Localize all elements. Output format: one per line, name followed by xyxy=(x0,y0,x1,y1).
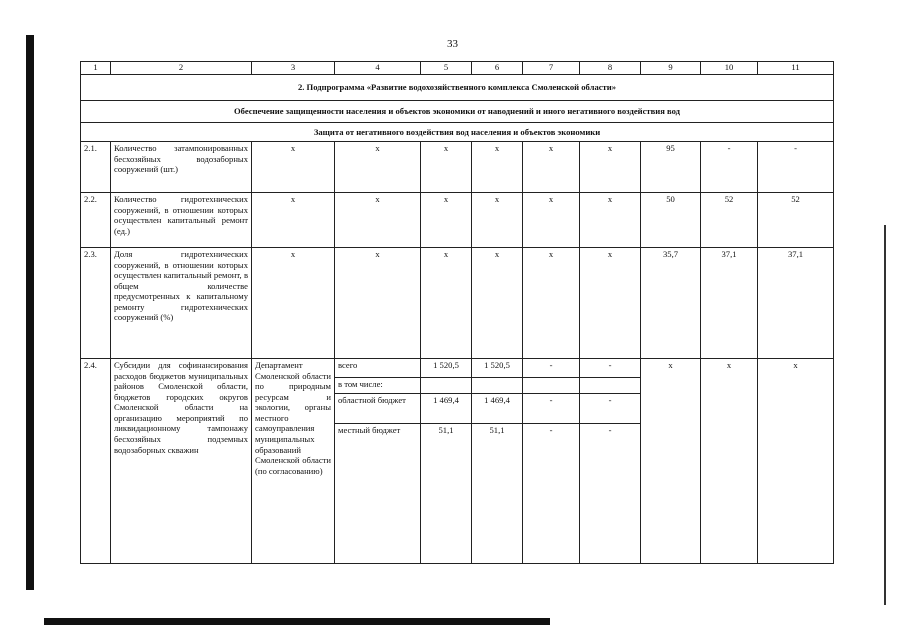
table-cell: 37,1 xyxy=(758,248,834,359)
table-cell: x xyxy=(580,193,641,248)
table-cell: x xyxy=(335,142,421,193)
table-cell: x xyxy=(252,142,335,193)
table-cell xyxy=(421,378,472,394)
column-number-row xyxy=(81,62,834,75)
column-number: 3 xyxy=(252,62,335,75)
table-cell: x xyxy=(580,248,641,359)
table-cell: 1 520,5 xyxy=(472,359,523,378)
column-number: 6 xyxy=(472,62,523,75)
table-cell: x xyxy=(523,248,580,359)
column-number: 11 xyxy=(758,62,834,75)
table-cell xyxy=(580,378,641,394)
table-cell: - xyxy=(523,359,580,378)
table-cell: - xyxy=(523,394,580,424)
table-cell: x xyxy=(252,248,335,359)
table-cell: x xyxy=(758,359,834,564)
table-cell: - xyxy=(523,424,580,564)
table-cell: x xyxy=(335,248,421,359)
scan-edge-bottom xyxy=(44,618,550,625)
table-row xyxy=(81,359,834,378)
table-cell: x xyxy=(335,193,421,248)
section-row xyxy=(81,123,834,142)
table-cell: x xyxy=(421,248,472,359)
row-number: 2.4. xyxy=(81,359,111,564)
row-number: 2.1. xyxy=(81,142,111,193)
table-row xyxy=(81,248,834,359)
column-number: 10 xyxy=(701,62,758,75)
table-cell: x xyxy=(641,359,701,564)
indicator-name: Доля гидротехнических сооружений, в отношении которых осуществлен капитальный ремонт, в общем количестве предусмотренных к капитальному ремонту гидротехнических сооружений (%) xyxy=(111,248,252,359)
table-cell: x xyxy=(252,193,335,248)
table-cell: 35,7 xyxy=(641,248,701,359)
funding-source: в том числе: xyxy=(335,378,421,394)
table-cell: - xyxy=(580,424,641,564)
subprogram-title: 2. Подпрограмма «Развитие водохозяйственного комплекса Смоленской области» xyxy=(81,75,834,101)
funding-source: областной бюджет xyxy=(335,394,421,424)
table-cell: 52 xyxy=(758,193,834,248)
table-cell: x xyxy=(523,142,580,193)
section-row xyxy=(81,101,834,123)
table-cell: x xyxy=(701,359,758,564)
table-cell: 1 469,4 xyxy=(472,394,523,424)
goal-title: Обеспечение защищенности населения и объектов экономики от наводнений и иного негативного воздействия вод xyxy=(81,101,834,123)
table-cell: 50 xyxy=(641,193,701,248)
table-cell: 37,1 xyxy=(701,248,758,359)
table-cell: 95 xyxy=(641,142,701,193)
column-number: 8 xyxy=(580,62,641,75)
funding-source: местный бюджет xyxy=(335,424,421,564)
table-cell: x xyxy=(472,193,523,248)
column-number: 9 xyxy=(641,62,701,75)
row-number: 2.3. xyxy=(81,248,111,359)
table-cell: - xyxy=(580,394,641,424)
table-row xyxy=(81,193,834,248)
table-row xyxy=(81,142,834,193)
table-cell: x xyxy=(472,142,523,193)
page-number: 33 xyxy=(447,38,458,50)
table-cell: - xyxy=(701,142,758,193)
indicator-name: Субсидии для софинансирования расходов бюджетов муниципальных районов Смоленской области, бюджетов городских округов Смоленской области на организацию мероприятий по ликвидационному тампонажу бесхозяйных подземных водозаборных скважин xyxy=(111,359,252,564)
scan-edge-left xyxy=(26,35,34,590)
indicator-name: Количество гидротехнических сооружений, в отношении которых осуществлен капитальный ремонт (ед.) xyxy=(111,193,252,248)
table-cell xyxy=(523,378,580,394)
indicator-table xyxy=(80,61,834,564)
table-cell: x xyxy=(523,193,580,248)
table-cell: 1 469,4 xyxy=(421,394,472,424)
table-cell: x xyxy=(421,142,472,193)
table-cell: - xyxy=(580,359,641,378)
table-cell: 52 xyxy=(701,193,758,248)
table-cell: x xyxy=(421,193,472,248)
scan-edge-right xyxy=(884,225,886,605)
column-number: 5 xyxy=(421,62,472,75)
row-number: 2.2. xyxy=(81,193,111,248)
table-cell: x xyxy=(580,142,641,193)
table-cell: 51,1 xyxy=(421,424,472,564)
table-cell: 1 520,5 xyxy=(421,359,472,378)
funding-source: всего xyxy=(335,359,421,378)
task-title: Защита от негативного воздействия вод населения и объектов экономики xyxy=(81,123,834,142)
column-number: 1 xyxy=(81,62,111,75)
column-number: 2 xyxy=(111,62,252,75)
table-cell: 51,1 xyxy=(472,424,523,564)
indicator-name: Количество затампонированных бесхозяйных водозаборных сооружений (шт.) xyxy=(111,142,252,193)
table-cell: x xyxy=(472,248,523,359)
executor-cell: Департамент Смоленской области по природным ресурсам и экологии, органы местного самоуправления муниципальных образований Смоленской области (по согласованию) xyxy=(252,359,335,564)
table-cell xyxy=(472,378,523,394)
section-row xyxy=(81,75,834,101)
column-number: 4 xyxy=(335,62,421,75)
column-number: 7 xyxy=(523,62,580,75)
table-cell: - xyxy=(758,142,834,193)
